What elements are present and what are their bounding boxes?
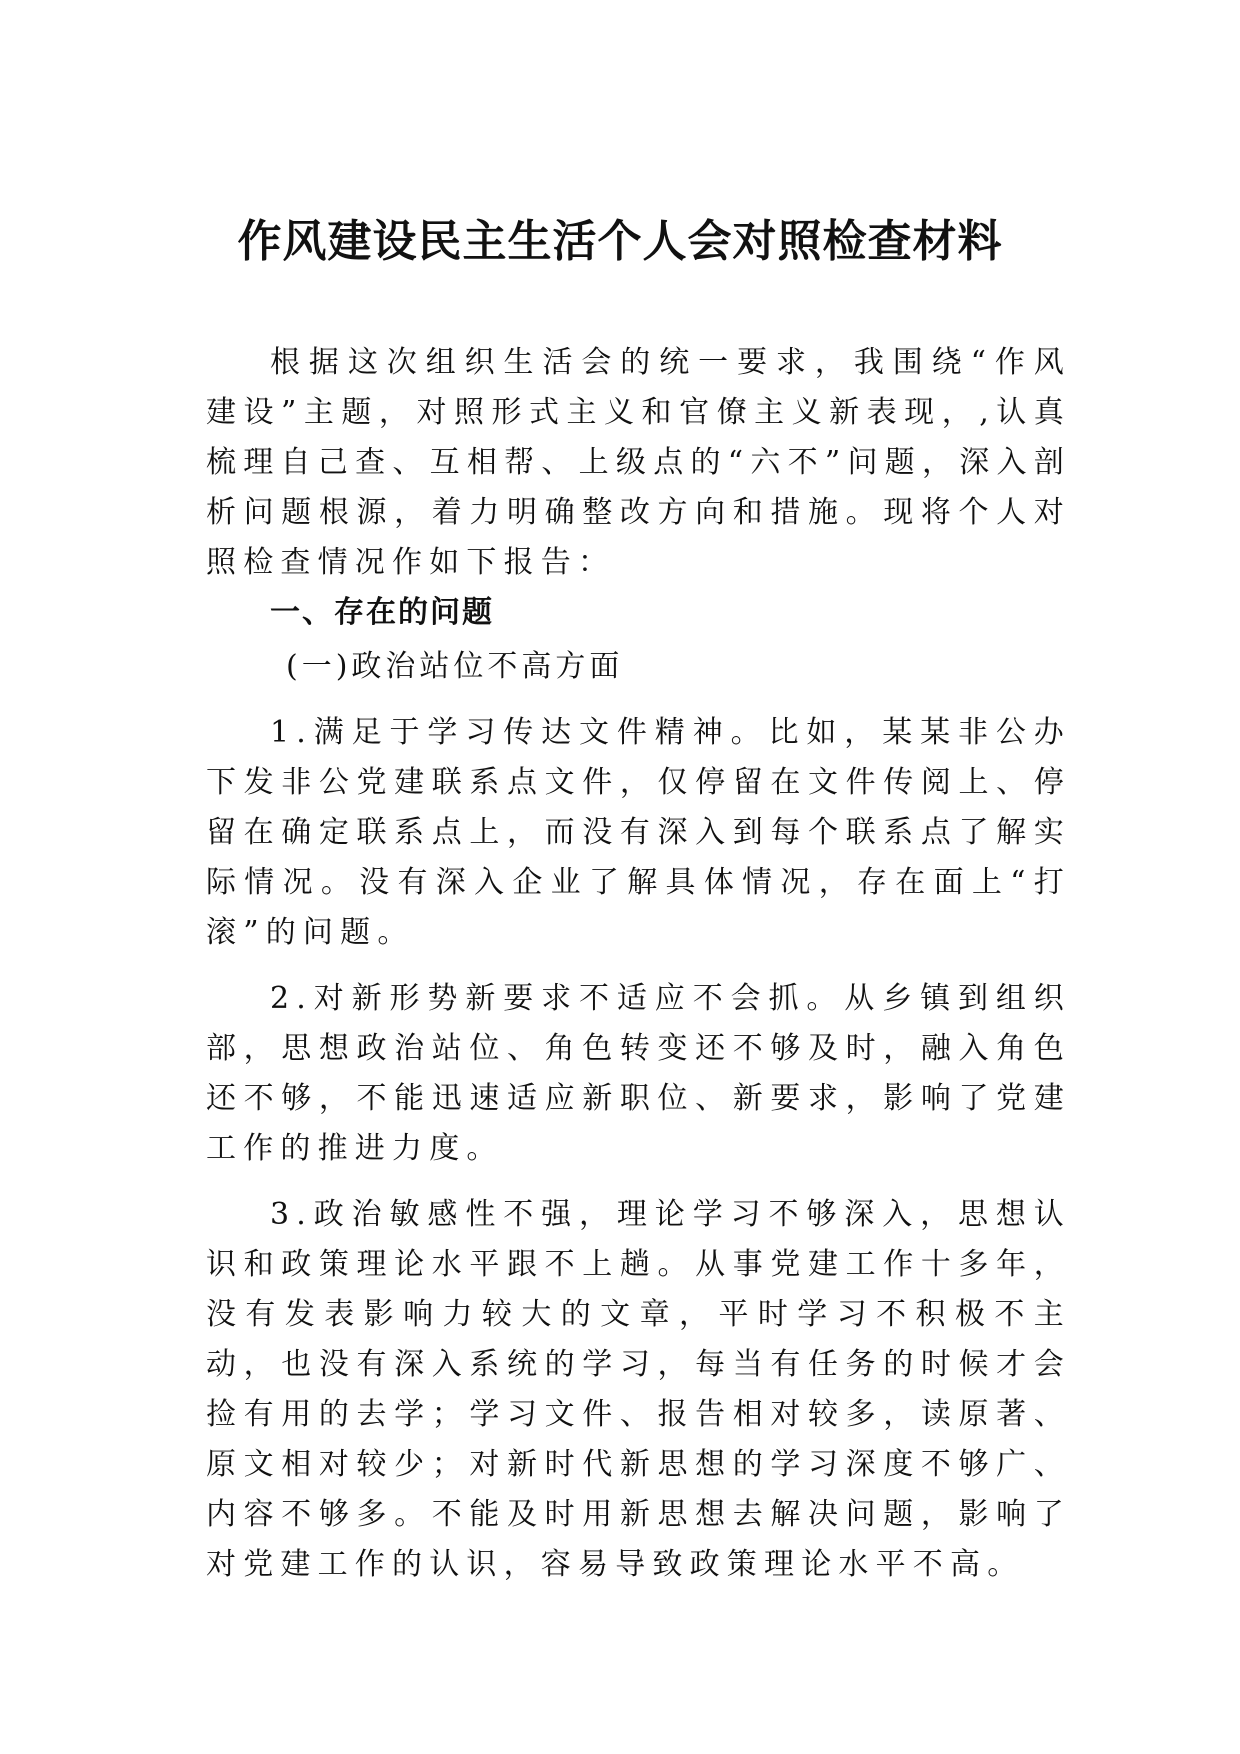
- list-item: 2.对新形势新要求不适应不会抓。从乡镇到组织部，思想政治站位、角色转变还不够及时，融入角色还不够，不能迅速适应新职位、新要求，影响了党建工作的推进力度。: [206, 981, 1071, 1166]
- section-heading: 一、存在的问题: [270, 595, 494, 630]
- document-title: 作风建设民主生活个人会对照检查材料: [237, 216, 1003, 267]
- subsection-heading: (一)政治站位不高方面: [286, 649, 624, 684]
- document-body: [206, 338, 1071, 1590]
- list-item: 3.政治敏感性不强，理论学习不够深入，思想认识和政策理论水平跟不上趟。从事党建工作十多年，没有发表影响力较大的文章，平时学习不积极不主动，也没有深入系统的学习，每当有任务的时候才会捡有用的去学；学习文件、报告相对较多，读原著、原文相对较少；对新时代新思想的学习深度不够广、内容不够多。不能及时用新思想去解决问题，影响了对党建工作的认识，容易导致政策理论水平不高。: [206, 1197, 1071, 1582]
- intro-paragraph: 根据这次组织生活会的统一要求，我围绕“作风建设”主题，对照形式主义和官僚主义新表现，,认真梳理自己查、互相帮、上级点的“六不”问题，深入剖析问题根源，着力明确整改方向和措施。现将个人对照检查情况作如下报告：: [206, 345, 1071, 580]
- list-item: 1.满足于学习传达文件精神。比如，某某非公办下发非公党建联系点文件，仅停留在文件传阅上、停留在确定联系点上，而没有深入到每个联系点了解实际情况。没有深入企业了解具体情况，存在面上“打滚”的问题。: [206, 715, 1071, 950]
